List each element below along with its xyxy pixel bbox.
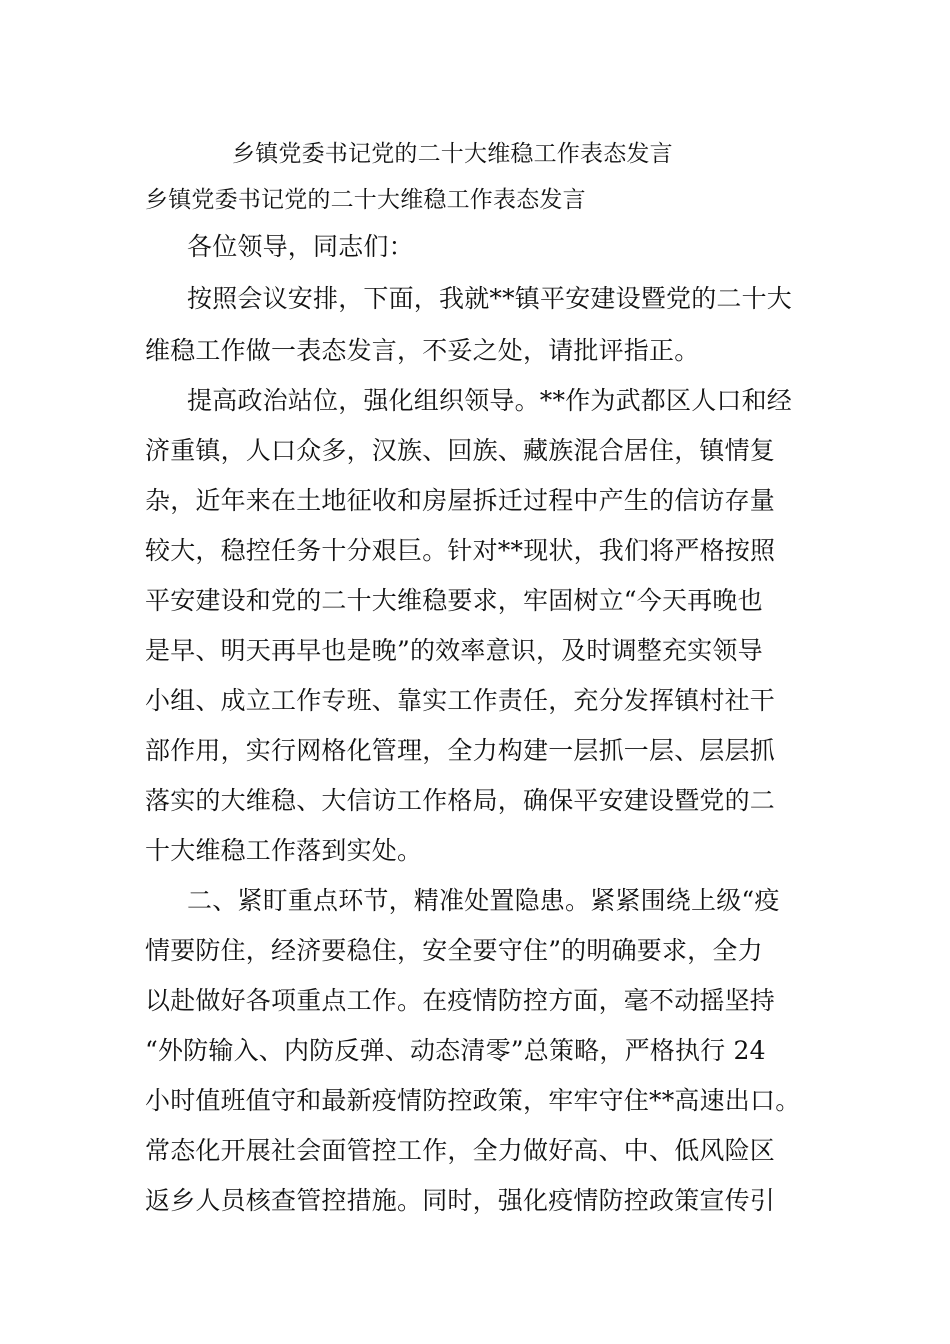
paragraph-line: 常态化开展社会面管控工作，全力做好高、中、低风险区 xyxy=(145,1136,776,1165)
paragraph-line: 较大，稳控任务十分艰巨。针对**现状，我们将严格按照 xyxy=(145,536,776,565)
paragraph-line: 返乡人员核查管控措施。同时，强化疫情防控政策宣传引 xyxy=(145,1186,776,1215)
paragraph-line: 以赴做好各项重点工作。在疫情防控方面，毫不动摇坚持 xyxy=(145,986,776,1015)
paragraph-line: 小组、成立工作专班、靠实工作责任，充分发挥镇村社干 xyxy=(145,686,776,715)
document-heading: 乡镇党委书记党的二十大维稳工作表态发言 xyxy=(145,187,586,213)
salutation: 各位领导，同志们： xyxy=(187,232,414,261)
paragraph-line: 杂，近年来在土地征收和房屋拆迁过程中产生的信访存量 xyxy=(145,486,776,515)
paragraph-line: 济重镇，人口众多，汉族、回族、藏族混合居住，镇情复 xyxy=(145,436,776,465)
paragraph-line: 维稳工作做一表态发言，不妥之处，请批评指正。 xyxy=(145,336,700,365)
paragraph-line: 按照会议安排，下面，我就**镇平安建设暨党的二十大 xyxy=(187,284,793,313)
paragraph-line: 平安建设和党的二十大维稳要求，牢固树立“今天再晚也 xyxy=(145,586,763,615)
paragraph-line: 部作用，实行网格化管理，全力构建一层抓一层、层层抓 xyxy=(145,736,776,765)
paragraph-line: 小时值班值守和最新疫情防控政策，牢牢守住**高速出口。 xyxy=(145,1086,801,1115)
paragraph-line: 提高政治站位，强化组织领导。**作为武都区人口和经 xyxy=(187,386,793,415)
paragraph-line: 落实的大维稳、大信访工作格局，确保平安建设暨党的二 xyxy=(145,786,776,815)
paragraph-line: 二、紧盯重点环节，精准处置隐患。紧紧围绕上级“疫 xyxy=(187,886,780,915)
document-title: 乡镇党委书记党的二十大维稳工作表态发言 xyxy=(232,141,673,167)
paragraph-line: 十大维稳工作落到实处。 xyxy=(145,836,423,865)
paragraph-line: 情要防住，经济要稳住，安全要守住”的明确要求，全力 xyxy=(145,936,763,965)
paragraph-line: “外防输入、内防反弹、动态清零”总策略，严格执行 24 xyxy=(145,1036,766,1065)
paragraph-line: 是早、明天再早也是晚”的效率意识，及时调整充实领导 xyxy=(145,636,763,665)
